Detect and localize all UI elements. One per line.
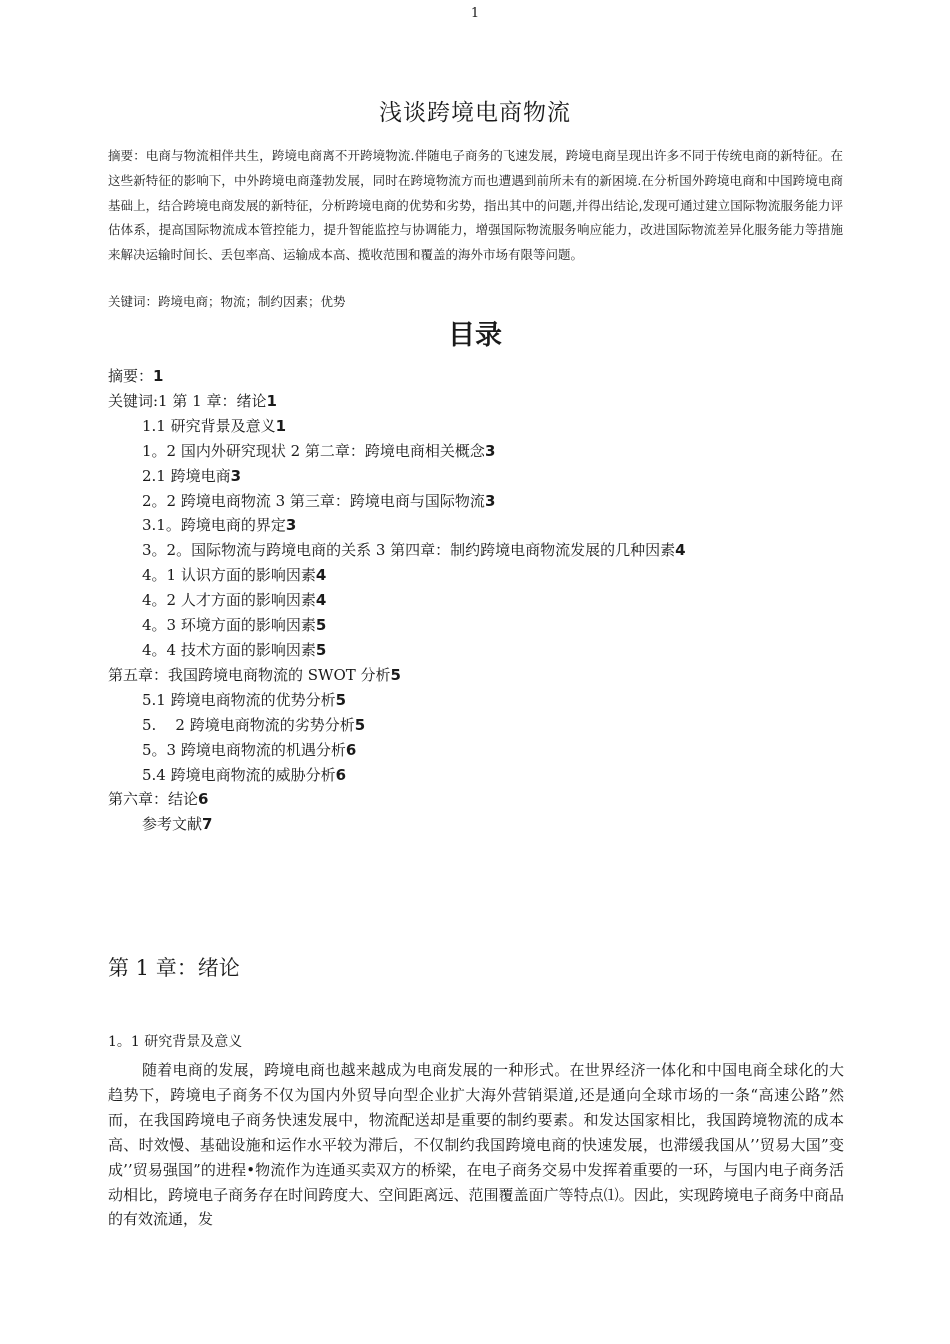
toc-entry[interactable] [108,638,868,663]
toc-entry-page: 6 [335,765,347,784]
toc-entry-page: 3 [484,491,496,510]
toc-entry-page: 4 [315,566,327,585]
toc-entry[interactable] [108,738,868,763]
table-of-contents [108,364,868,837]
body-paragraph: 随着电商的发展，跨境电商也越来越成为电商发展的一种形式。在世界经济一体化和中国电商全球化的大趋势下，跨境电子商务不仅为国内外贸导向型企业扩大海外营销渠道,还是通向全球市场的一条“高速公路”然而，在我国跨境电子商务快速发展中，物流配送却是重要的制约要素。和发达国家相比，我国跨境物流的成本高、时效慢、基础设施和运作水平较为滞后，不仅制约我国跨境电商的快速发展，也滞缓我国从’’贸易大国”变成’’贸易强国”的进程•物流作为连通买卖双方的桥梁，在电子商务交易中发挥着重要的一环，与国内电子商务活动相比，跨境电子商务存在时间跨度大、空间距离远、范围覆盖面广等特点⑴。因此，实现跨境电子商务中商品的有效流通，发 [108,1061,844,1229]
toc-entry-text: 2.1 跨境电商 [142,466,231,485]
toc-entry[interactable] [108,613,868,638]
toc-entry-text: 5.1 跨境电商物流的优势分析 [142,690,336,709]
toc-entry-text: 第五章：我国跨境电商物流的 SWOT 分析 [108,665,391,684]
toc-entry-page: 3 [285,516,297,535]
toc-entry-text: 关键词:1 第 1 章：绪论 [108,391,267,410]
toc-entry-page: 7 [202,815,213,834]
toc-entry-page: 1 [153,367,164,385]
toc-entry-text: 4。2 人才方面的影响因素 [142,591,316,610]
toc-entry[interactable] [108,439,868,464]
toc-entry[interactable] [108,688,868,713]
toc-entry-text: 1。2 国内外研究现状 2 第二章：跨境电商相关概念 [142,441,485,460]
toc-entry[interactable] [108,588,868,613]
toc-entry-text: 5. 2 跨境电商物流的劣势分析 [142,715,355,734]
abstract-paragraph: 摘要：电商与物流相伴共生，跨境电商离不开跨境物流.伴随电子商务的飞速发展，跨境电商呈现出许多不同于传统电商的新特征。在这些新特征的影响下，中外跨境电商蓬勃发展，同时在跨境物流方而也遭遇到前所未有的新困境.在分析国外跨境电商和中国跨境电商基础上，结合跨境电商发展的新特征，分析跨境电商的优势和劣势，指出其中的问题,并得出结论,发现可通过建立国际物流服务能力评估体系，提高国际物流成本管控能力，提升智能监控与协调能力，增强国际物流服务响应能力，改进国际物流差异化服务能力等措施来解决运输时间长、丢包率高、运输成本高、揽收范围和覆盖的海外市场有限等问题。 [108,148,843,263]
toc-entry-page: 4 [315,591,327,610]
toc-entry-page: 3 [484,441,496,460]
toc-entry-text: 第六章：结论 [108,790,199,809]
toc-entry-page: 1 [266,391,277,410]
toc-entry-text: 3。2。国际物流与跨境电商的关系 3 第四章：制约跨境电商物流发展的几种因素 [142,541,676,560]
toc-entry-text: 5.4 跨境电商物流的威胁分析 [142,765,336,784]
toc-entry[interactable] [108,563,868,588]
toc-entry-page: 5 [354,715,366,734]
toc-entry[interactable] [108,489,868,514]
keywords-line: 关键词：跨境电商；物流；制约因素；优势 [108,294,346,309]
toc-entry[interactable] [108,663,868,688]
toc-entry-text: 4。3 环境方面的影响因素 [142,616,316,635]
toc-entry-text: 3.1。跨境电商的界定 [142,516,286,535]
toc-entry-page: 5 [315,640,327,659]
toc-entry[interactable] [108,812,868,837]
toc-entry-page: 6 [198,790,209,809]
toc-entry-page: 5 [335,690,347,709]
toc-entry-page: 5 [390,665,401,684]
section-heading: 1。1 研究背景及意义 [108,1034,243,1050]
toc-entry-text: 5。3 跨境电商物流的机遇分析 [142,740,346,759]
toc-entry-text: 参考文献 [142,815,203,834]
toc-entry[interactable] [108,787,868,812]
toc-entry[interactable] [108,538,868,563]
toc-entry-page: 4 [675,541,686,560]
toc-entry-page: 5 [315,616,327,635]
toc-entry-page: 1 [275,416,287,435]
toc-entry[interactable] [108,513,868,538]
toc-entry-text: 2。2 跨境电商物流 3 第三章：跨境电商与国际物流 [142,491,485,510]
toc-entry-text: 摘要： [108,367,154,385]
document-title: 浅谈跨境电商物流 [379,100,571,126]
toc-entry-text: 1.1 研究背景及意义 [142,416,276,435]
toc-entry-page: 6 [345,740,357,759]
toc-entry-text: 4。1 认识方面的影响因素 [142,566,316,585]
toc-title: 目录 [448,320,502,351]
toc-entry[interactable] [108,464,868,489]
toc-entry-page: 3 [230,466,242,485]
toc-entry[interactable] [108,414,868,439]
toc-entry[interactable] [108,713,868,738]
chapter-heading: 第 1 章：绪论 [108,956,240,980]
toc-entry-text: 4。4 技术方面的影响因素 [142,640,316,659]
toc-entry[interactable] [108,389,868,414]
page-number: 1 [470,6,480,21]
toc-entry[interactable] [108,763,868,788]
toc-entry[interactable] [108,364,868,389]
